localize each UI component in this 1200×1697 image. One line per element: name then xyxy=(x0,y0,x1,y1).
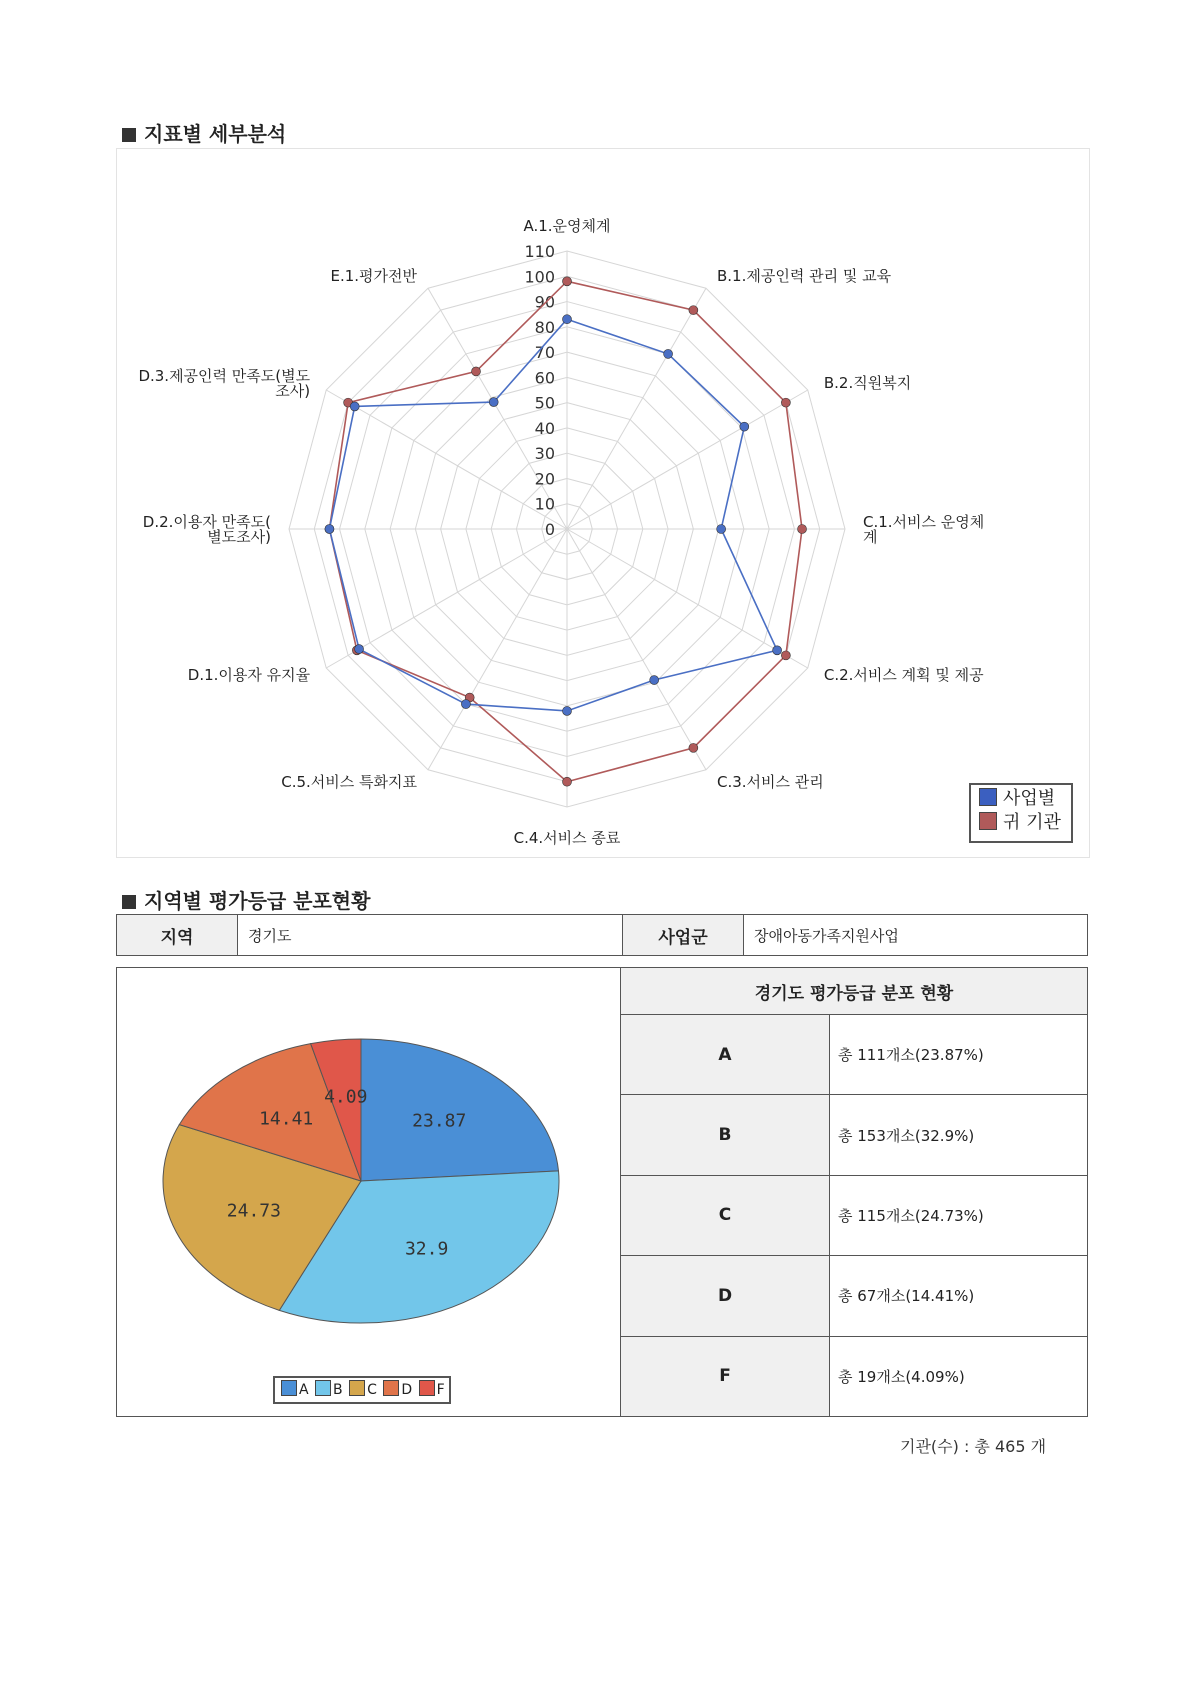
radar-point xyxy=(563,777,572,786)
table-row xyxy=(621,1095,1088,1175)
radar-point xyxy=(781,651,790,660)
pie-legend-swatch-b xyxy=(315,1380,331,1396)
radar-axis-label-line: D.2.이용자 만족도( xyxy=(142,513,271,531)
radar-point xyxy=(664,349,673,358)
grade-cell: C xyxy=(621,1175,830,1255)
region-value: 경기도 xyxy=(238,915,623,956)
radar-point xyxy=(689,306,698,315)
radar-point xyxy=(472,367,481,376)
radar-axis-label xyxy=(863,513,984,546)
pie-legend-swatch-d xyxy=(383,1380,399,1396)
radar-axis-label xyxy=(717,267,892,285)
radar-tick-label: 40 xyxy=(534,418,555,438)
radar-axis-label xyxy=(281,773,417,791)
radar-point xyxy=(717,525,726,534)
region-label: 지역 xyxy=(117,915,238,956)
distribution-table-title: 경기도 평가등급 분포 현황 xyxy=(621,968,1088,1015)
region-table xyxy=(116,914,1088,956)
radar-tick-label: 80 xyxy=(534,317,555,337)
radar-section-title: 지표별 세부분석 xyxy=(122,118,286,147)
legend-swatch-series-2 xyxy=(979,812,997,830)
radar-axis-label xyxy=(330,267,417,285)
legend-entry-series-1: 사업별 xyxy=(979,788,1055,810)
radar-axis-label-line: 별도조사) xyxy=(207,528,271,546)
radar-point xyxy=(689,743,698,752)
radar-axis-label-line: C.1.서비스 운영체 xyxy=(863,513,985,531)
radar-axis-label-line: C.4.서비스 종료 xyxy=(513,829,621,847)
radar-tick-label: 20 xyxy=(534,469,555,489)
radar-tick-label: 90 xyxy=(534,292,555,312)
radar-point xyxy=(350,402,359,411)
radar-point xyxy=(781,398,790,407)
radar-axis-label-line: C.2.서비스 계획 및 제공 xyxy=(823,666,984,684)
radar-tick-label: 100 xyxy=(524,267,555,287)
institution-count-footnote: 기관(수) : 총 465 개 xyxy=(900,1437,1047,1456)
pie-legend: A B C D F xyxy=(273,1376,451,1404)
radar-point xyxy=(740,422,749,431)
radar-axis-label-line: 계 xyxy=(863,528,878,546)
pie-legend-swatch-c xyxy=(349,1380,365,1396)
pie-chart xyxy=(116,967,621,1417)
table-row xyxy=(621,1336,1088,1416)
grade-count-cell: 총 67개소(14.41%) xyxy=(830,1256,1088,1336)
distribution-table xyxy=(620,967,1088,1417)
grade-count-cell: 총 115개소(24.73%) xyxy=(830,1175,1088,1255)
radar-axis-label xyxy=(523,217,610,235)
radar-tick-label: 30 xyxy=(534,444,555,464)
square-bullet-icon xyxy=(122,895,136,909)
radar-point xyxy=(773,646,782,655)
radar-axis-label xyxy=(824,374,911,392)
pie-data-label: 23.87 xyxy=(412,1110,467,1132)
table-row xyxy=(621,1015,1088,1095)
radar-point xyxy=(461,700,470,709)
distribution-section-title: 지역별 평가등급 분포현황 xyxy=(122,885,370,914)
radar-axis-label xyxy=(188,666,311,684)
radar-grid xyxy=(289,251,845,807)
radar-axis-label-line: B.2.직원복지 xyxy=(823,374,912,392)
pie-chart-svg xyxy=(117,968,621,1416)
grade-count-cell: 총 153개소(32.9%) xyxy=(830,1095,1088,1175)
legend-entry-series-2: 귀 기관 xyxy=(979,812,1061,834)
radar-tick-label: 110 xyxy=(524,242,555,261)
radar-tick-label: 50 xyxy=(534,393,555,413)
radar-axis-label-line: C.5.서비스 특화지표 xyxy=(281,772,417,791)
radar-point xyxy=(325,525,334,534)
grade-cell: B xyxy=(621,1095,830,1175)
radar-axis-label-line: D.3.제공인력 만족도(별도 xyxy=(138,367,311,385)
radar-point xyxy=(563,315,572,324)
business-value: 장애아동가족지원사업 xyxy=(744,915,1088,956)
table-row xyxy=(621,1175,1088,1255)
radar-axis-label-line: C.3.서비스 관리 xyxy=(717,772,824,791)
radar-tick-label: 70 xyxy=(534,343,555,363)
grade-count-cell: 총 19개소(4.09%) xyxy=(830,1336,1088,1416)
radar-point xyxy=(355,645,364,654)
radar-axis-label-line: D.1.이용자 유지율 xyxy=(187,666,311,684)
legend-swatch-series-1 xyxy=(979,788,997,806)
business-label: 사업군 xyxy=(623,915,744,956)
square-bullet-icon xyxy=(122,128,136,142)
radar-axis-label-line: E.1.평가전반 xyxy=(330,267,417,286)
radar-point xyxy=(563,277,572,286)
radar-axis-label xyxy=(717,773,824,791)
radar-axis-label-line: A.1.운영체계 xyxy=(523,217,611,235)
grade-cell: A xyxy=(621,1015,830,1095)
radar-tick-label: 0 xyxy=(544,520,555,539)
radar-axis-label xyxy=(138,367,310,400)
radar-axis-label xyxy=(143,513,271,546)
pie-data-label: 24.73 xyxy=(226,1200,281,1222)
radar-chart-svg xyxy=(117,149,1089,857)
radar-point xyxy=(563,706,572,715)
radar-axis-label xyxy=(824,666,984,684)
radar-axis-label-line: B.1.제공인력 관리 및 교육 xyxy=(717,267,892,286)
grade-cell: D xyxy=(621,1256,830,1336)
grade-count-cell: 총 111개소(23.87%) xyxy=(830,1015,1088,1095)
pie-data-label: 4.09 xyxy=(324,1086,368,1108)
pie-legend-swatch-f xyxy=(419,1380,435,1396)
pie-data-label: 32.9 xyxy=(404,1238,449,1260)
radar-axis-label xyxy=(514,829,621,847)
radar-chart xyxy=(116,148,1090,858)
radar-axis-label-line: 조사) xyxy=(275,382,311,400)
radar-tick-label: 10 xyxy=(534,494,555,514)
radar-point xyxy=(650,676,659,685)
radar-legend xyxy=(969,783,1073,843)
radar-point xyxy=(798,525,807,534)
radar-point xyxy=(489,398,498,407)
pie-data-label: 14.41 xyxy=(259,1108,314,1130)
radar-tick-label: 60 xyxy=(534,368,555,388)
table-row xyxy=(621,1256,1088,1336)
pie-legend-swatch-a xyxy=(281,1380,297,1396)
grade-cell: F xyxy=(621,1336,830,1416)
